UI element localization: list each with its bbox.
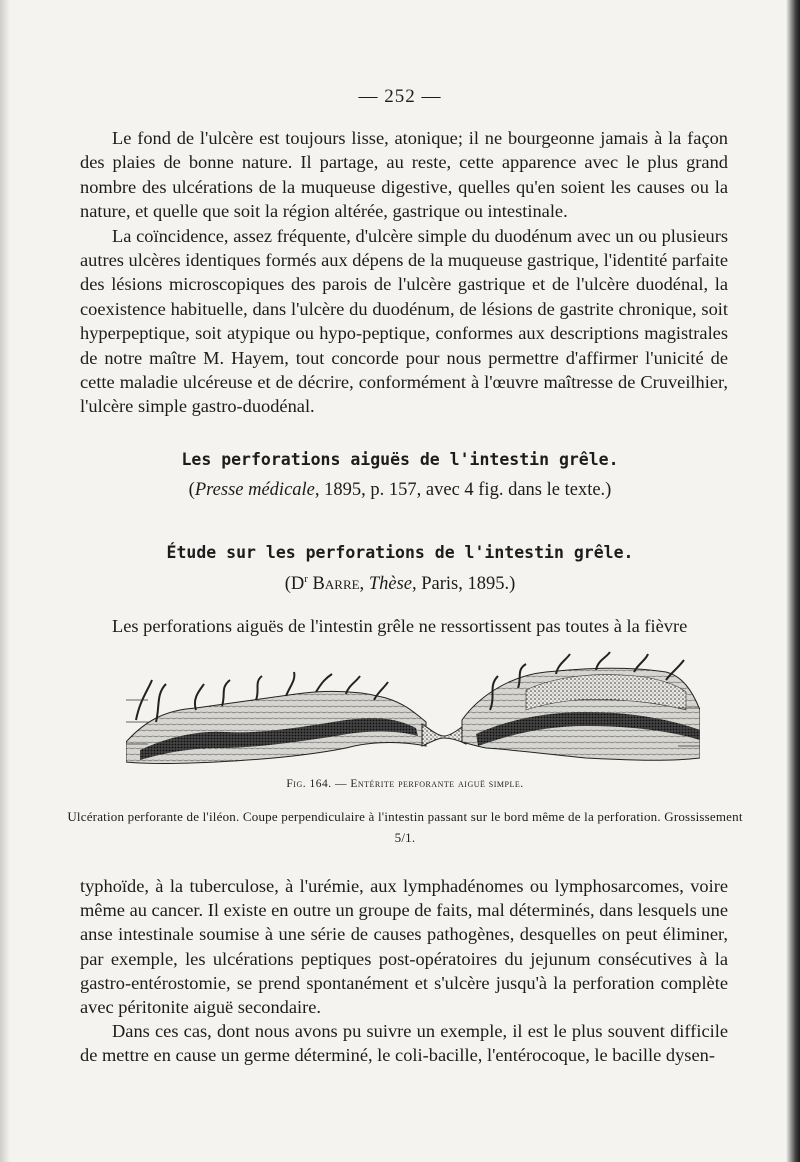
section-heading-acute-perforations: Les perforations aiguës de l'intestin grêle. [181,450,619,469]
figure-caption-title: Fig. 164. — Entérite perforante aiguë simple. [286,778,524,790]
perforation-bridge [422,724,466,746]
citation-superscript: r [304,573,308,585]
intro-line-block [80,614,728,638]
opening-text-block [80,126,728,419]
figure-caption-text: Ulcération perforante de l'iléon. Coupe perpendiculaire à l'intestin passant sur le bord même de la perforation. Grossissement 5/1. [67,809,743,845]
paragraph-ulcer-base: Le fond de l'ulcère est toujours lisse, atonique; il ne bourgeonne jamais à la façon des plaies de bonne nature. Il partage, au reste, cette apparence avec le plus grand nombre des ulcérations de la muqueuse digestive, quelles qu'en soient les causes ou la nature, et quelle que soit la région altérée, gastrique ou intestinale. [80,128,728,222]
page-number: — 252 — [358,86,442,107]
section-heading-study-perforations: Étude sur les perforations de l'intestin grêle. [166,543,634,562]
paragraph-perforations-intro: Les perforations aiguës de l'intestin grêle ne ressortissent pas toutes à la fièvre [112,616,688,636]
paragraph-germ-causes: Dans ces cas, dont nous avons pu suivre un exemple, il est le plus souvent difficile de mettre en cause un germe déterminé, le coli-bacille, l'entérocoque, le bacille dysen- [80,1021,728,1066]
citation-author: Barre, [307,574,369,595]
citation-journal: Presse médicale [194,480,315,500]
scan-page-edge [786,0,800,1162]
paragraph-coincidence: La coïncidence, assez fréquente, d'ulcère simple du duodénum avec un ou plusieurs autres ulcères identiques formés aux dépens de la muqueuse gastrique, l'identité parfaite des lésions microscopiques des parois de l'ulcère gastrique et de l'ulcère duodénal, la coexistence habituelle, dans l'ulcère du duodénum, de lésions de gastrite chronique, soit hyperpeptique, soit atypique ou hypo-peptique, conformes aux descriptions magistrales de notre maître M. Hayem, tout concorde pour nous permettre d'affirmer l'unicité de cette maladie ulcéreuse et de décrire, conformément à l'œuvre maîtresse de Cruveilhier, l'ulcère simple gastro-duodénal. [80,225,728,417]
citation-open: ( [188,480,195,500]
histology-illustration [126,650,700,780]
paragraph-typhoid-continuation: typhoïde, à la tuberculose, à l'urémie, aux lymphadénomes ou lymphosarcomes, voire même au cancer. Il existe en outre un groupe de faits, mal déterminés, dans lesquels une anse intestinale soumise à une série de causes pathogènes, desquelles on peut éliminer, par exemple, les ulcérations peptiques post-opératoires du jejunum consécutives à la gastro-entérostomie, se prend spontanément et s'ulcère jusqu'à la perforation complète avec péritonite aiguë secondaire. [80,876,728,1018]
closing-text-block [80,874,728,1068]
citation-barre-these [0,573,800,595]
citation-open: (D [284,574,305,595]
citation-presse-medicale [0,480,800,501]
citation-details: , Paris, 1895.) [411,574,516,595]
citation-details: , 1895, p. 157, avec 4 fig. dans le texte.) [314,480,612,500]
citation-work: Thèse [368,574,412,595]
